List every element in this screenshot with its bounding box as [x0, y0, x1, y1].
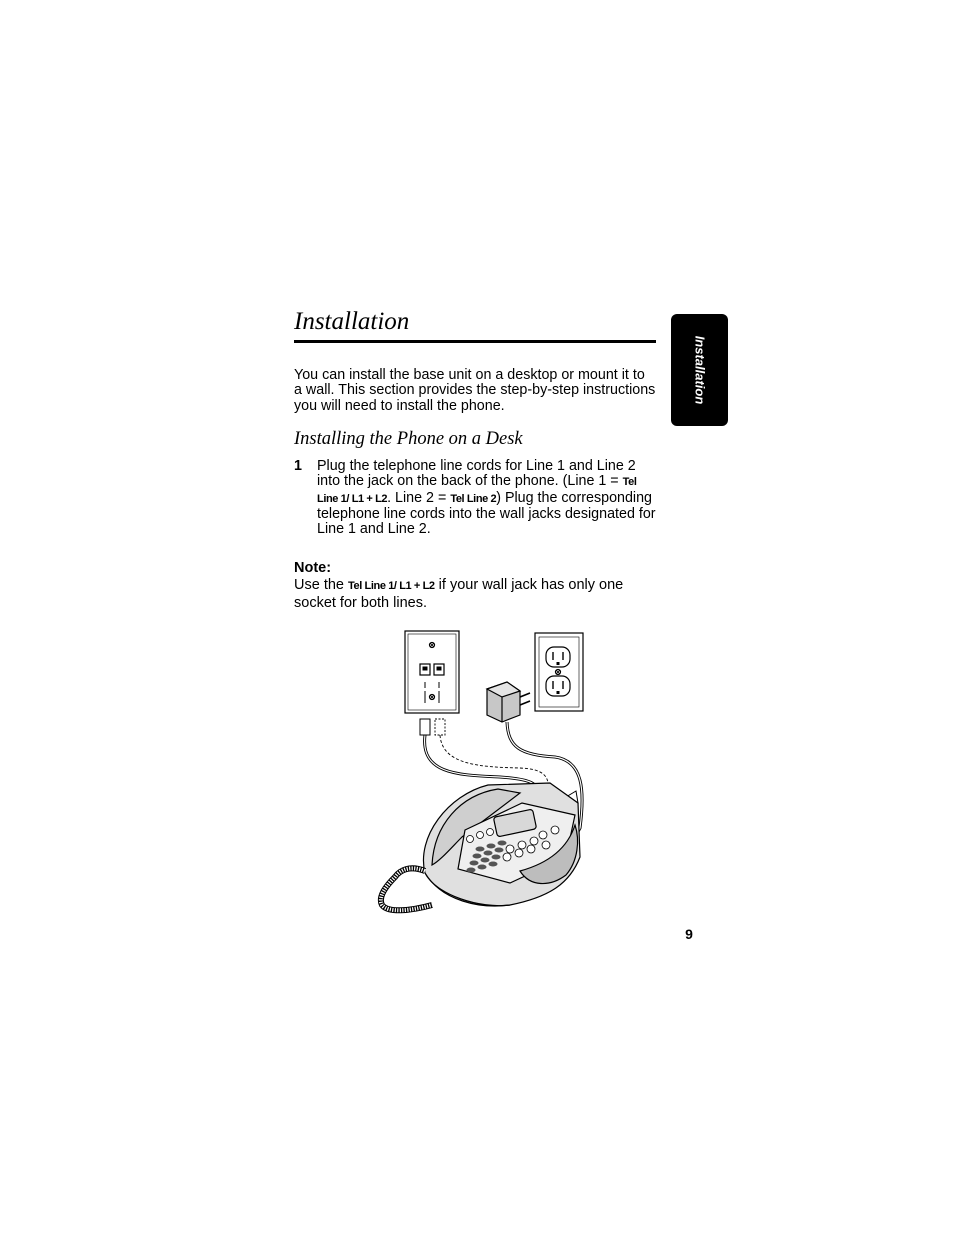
page-title: Installation	[294, 308, 410, 335]
power-adapter-icon	[487, 682, 530, 722]
title-rule	[294, 340, 656, 343]
section-heading: Installing the Phone on a Desk	[294, 429, 523, 449]
coiled-cord-icon	[381, 868, 432, 910]
port-label-line1: Tel Line 1/ L1 + L2	[317, 476, 637, 505]
port-label-line2: Tel Line 2	[450, 492, 497, 505]
note-title: Note:	[294, 560, 332, 576]
page-number: 9	[685, 926, 693, 942]
note-text	[294, 577, 656, 612]
step-text-part-b: . Line 2 =	[387, 489, 451, 506]
note-text-part-b: if your wall jack has only one socket for both lines.	[294, 577, 624, 611]
side-tab	[671, 314, 728, 426]
installation-illustration	[370, 625, 600, 917]
intro-paragraph: You can install the base unit on a desktop or mount it to a wall. This section provides the step-by-step instructions you will need to install the phone.	[294, 367, 656, 414]
electrical-outlet-icon	[535, 633, 583, 711]
phone-jack-wall-plate-icon	[405, 631, 459, 713]
note-text-part-a: Use the	[294, 577, 348, 593]
note-port-label: Tel Line 1/ L1 + L2	[348, 580, 435, 592]
step-text-part-c: ) Plug the corresponding telephone line cords into the wall jacks designated for Line 1 and Line 2.	[317, 489, 656, 538]
step-text	[317, 459, 657, 537]
desk-phone-icon	[423, 783, 580, 906]
step-text-part-a: Plug the telephone line cords for Line 1 and Line 2 into the jack on the back of the phone. (Line 1 =	[317, 458, 636, 490]
side-tab-label: Installation	[692, 335, 707, 405]
step-number: 1	[294, 458, 302, 474]
